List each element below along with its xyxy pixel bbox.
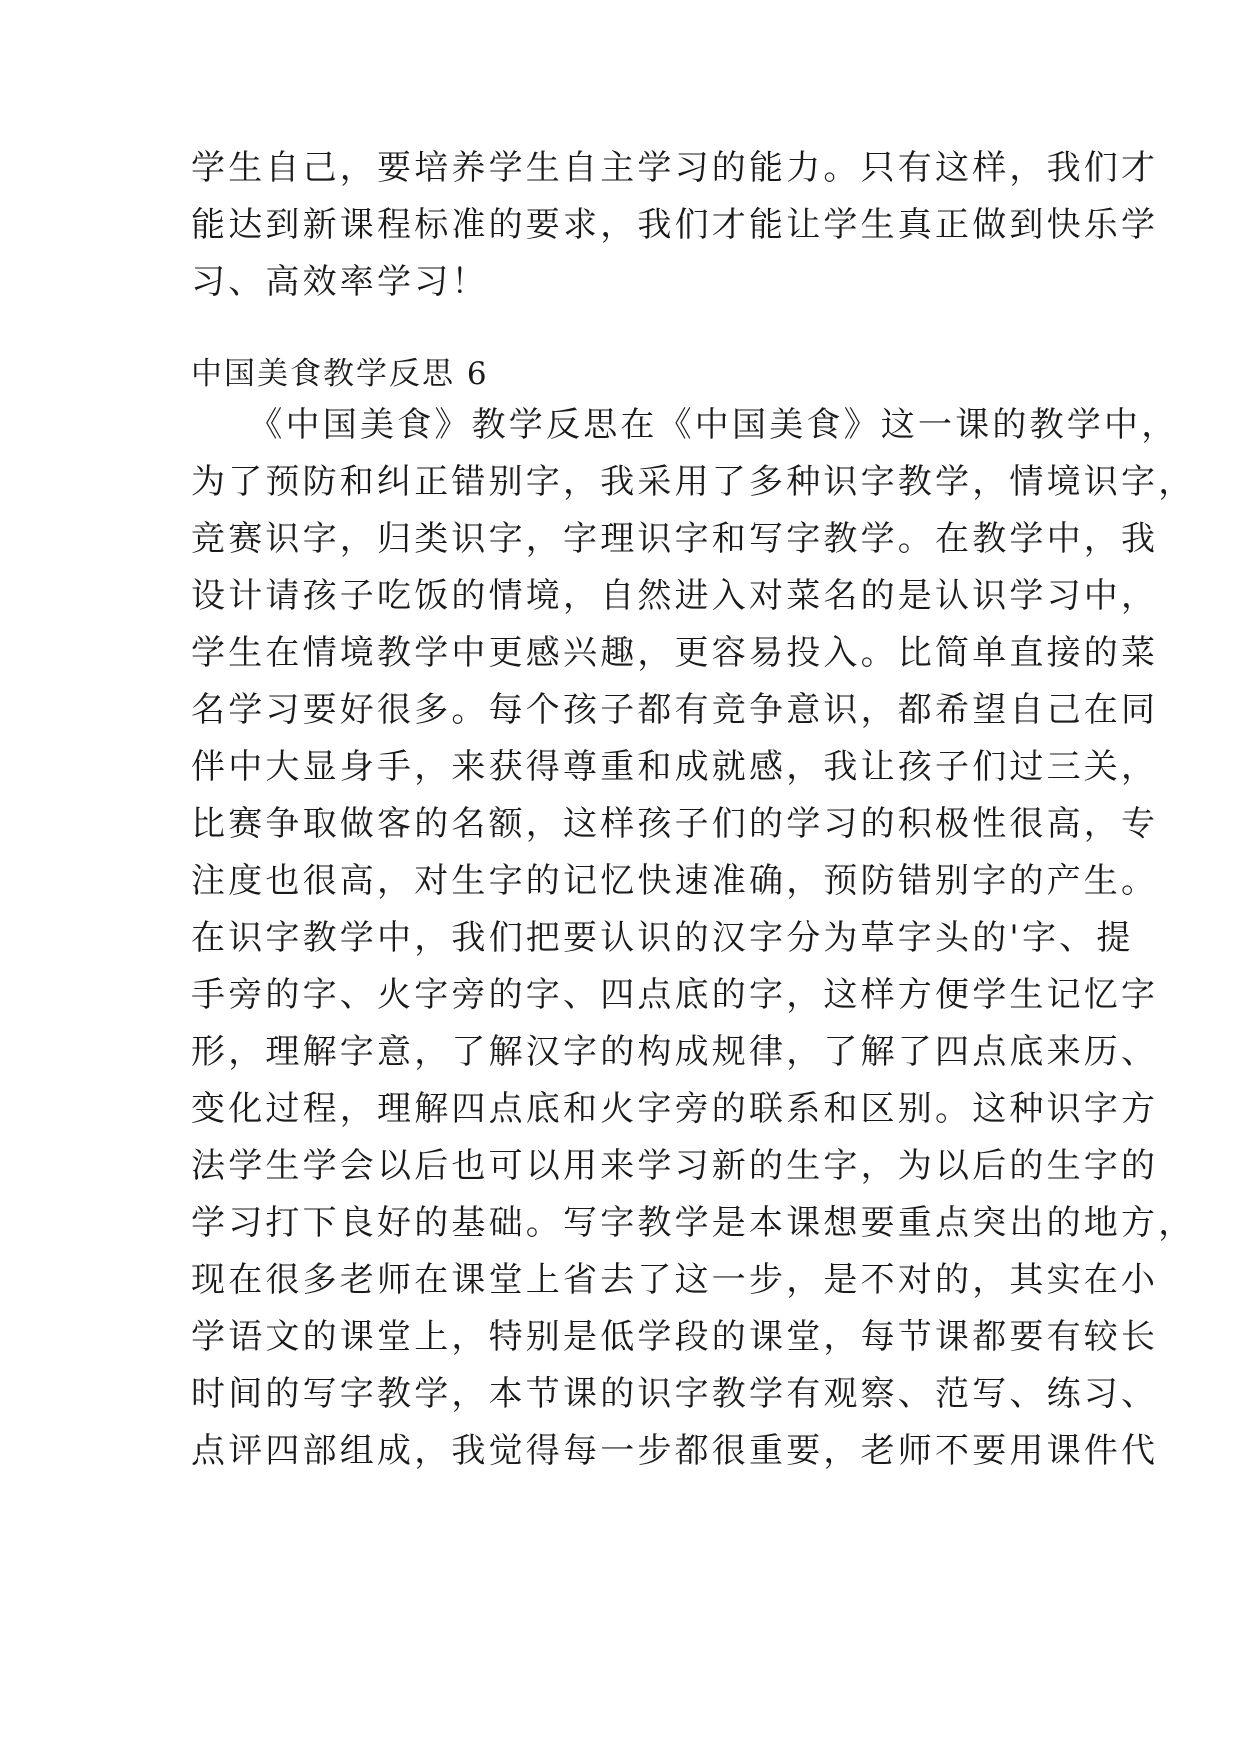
body-line-15: 学习打下良好的基础。写字教学是本课想要重点突出的地方， bbox=[191, 1203, 1196, 1243]
intro-line-2: 能达到新课程标准的要求，我们才能让学生真正做到快乐学 bbox=[191, 205, 1159, 245]
body-line-4: 设计请孩子吃饭的情境，自然进入对菜名的是认识学习中， bbox=[191, 576, 1159, 616]
body-line-6: 名学习要好很多。每个孩子都有竞争意识，都希望自己在同 bbox=[191, 690, 1159, 730]
body-line-10: 在识字教学中，我们把要认识的汉字分为草字头的'字、提 bbox=[191, 918, 1134, 958]
body-line-8: 比赛争取做客的名额，这样孩子们的学习的积极性很高，专 bbox=[191, 804, 1159, 844]
body-line-14: 法学生学会以后也可以用来学习新的生字，为以后的生字的 bbox=[191, 1146, 1159, 1186]
body-line-18: 时间的写字教学，本节课的识字教学有观察、范写、练习、 bbox=[191, 1374, 1159, 1414]
body-line-5: 学生在情境教学中更感兴趣，更容易投入。比简单直接的菜 bbox=[191, 633, 1159, 673]
body-line-17: 学语文的课堂上，特别是低学段的课堂，每节课都要有较长 bbox=[191, 1317, 1159, 1357]
section-title: 中国美食教学反思 6 bbox=[191, 356, 489, 392]
body-line-16: 现在很多老师在课堂上省去了这一步，是不对的，其实在小 bbox=[191, 1260, 1159, 1300]
body-line-9: 注度也很高，对生字的记忆快速准确，预防错别字的产生。 bbox=[191, 861, 1159, 901]
body-line-11: 手旁的字、火字旁的字、四点底的字，这样方便学生记忆字 bbox=[191, 975, 1159, 1015]
body-line-7: 伴中大显身手，来获得尊重和成就感，我让孩子们过三关， bbox=[191, 747, 1159, 787]
intro-line-1: 学生自己，要培养学生自主学习的能力。只有这样，我们才 bbox=[191, 148, 1159, 188]
body-line-2: 为了预防和纠正错别字，我采用了多种识字教学，情境识字， bbox=[191, 462, 1196, 502]
body-line-1: 《中国美食》教学反思在《中国美食》这一课的教学中， bbox=[191, 405, 1179, 445]
body-line-3: 竞赛识字，归类识字，字理识字和写字教学。在教学中，我 bbox=[191, 519, 1159, 559]
intro-line-3: 习、高效率学习！ bbox=[191, 262, 489, 302]
body-line-13: 变化过程，理解四点底和火字旁的联系和区别。这种识字方 bbox=[191, 1089, 1159, 1129]
body-line-19: 点评四部组成，我觉得每一步都很重要，老师不要用课件代 bbox=[191, 1431, 1159, 1471]
body-line-12: 形，理解字意，了解汉字的构成规律，了解了四点底来历、 bbox=[191, 1032, 1159, 1072]
